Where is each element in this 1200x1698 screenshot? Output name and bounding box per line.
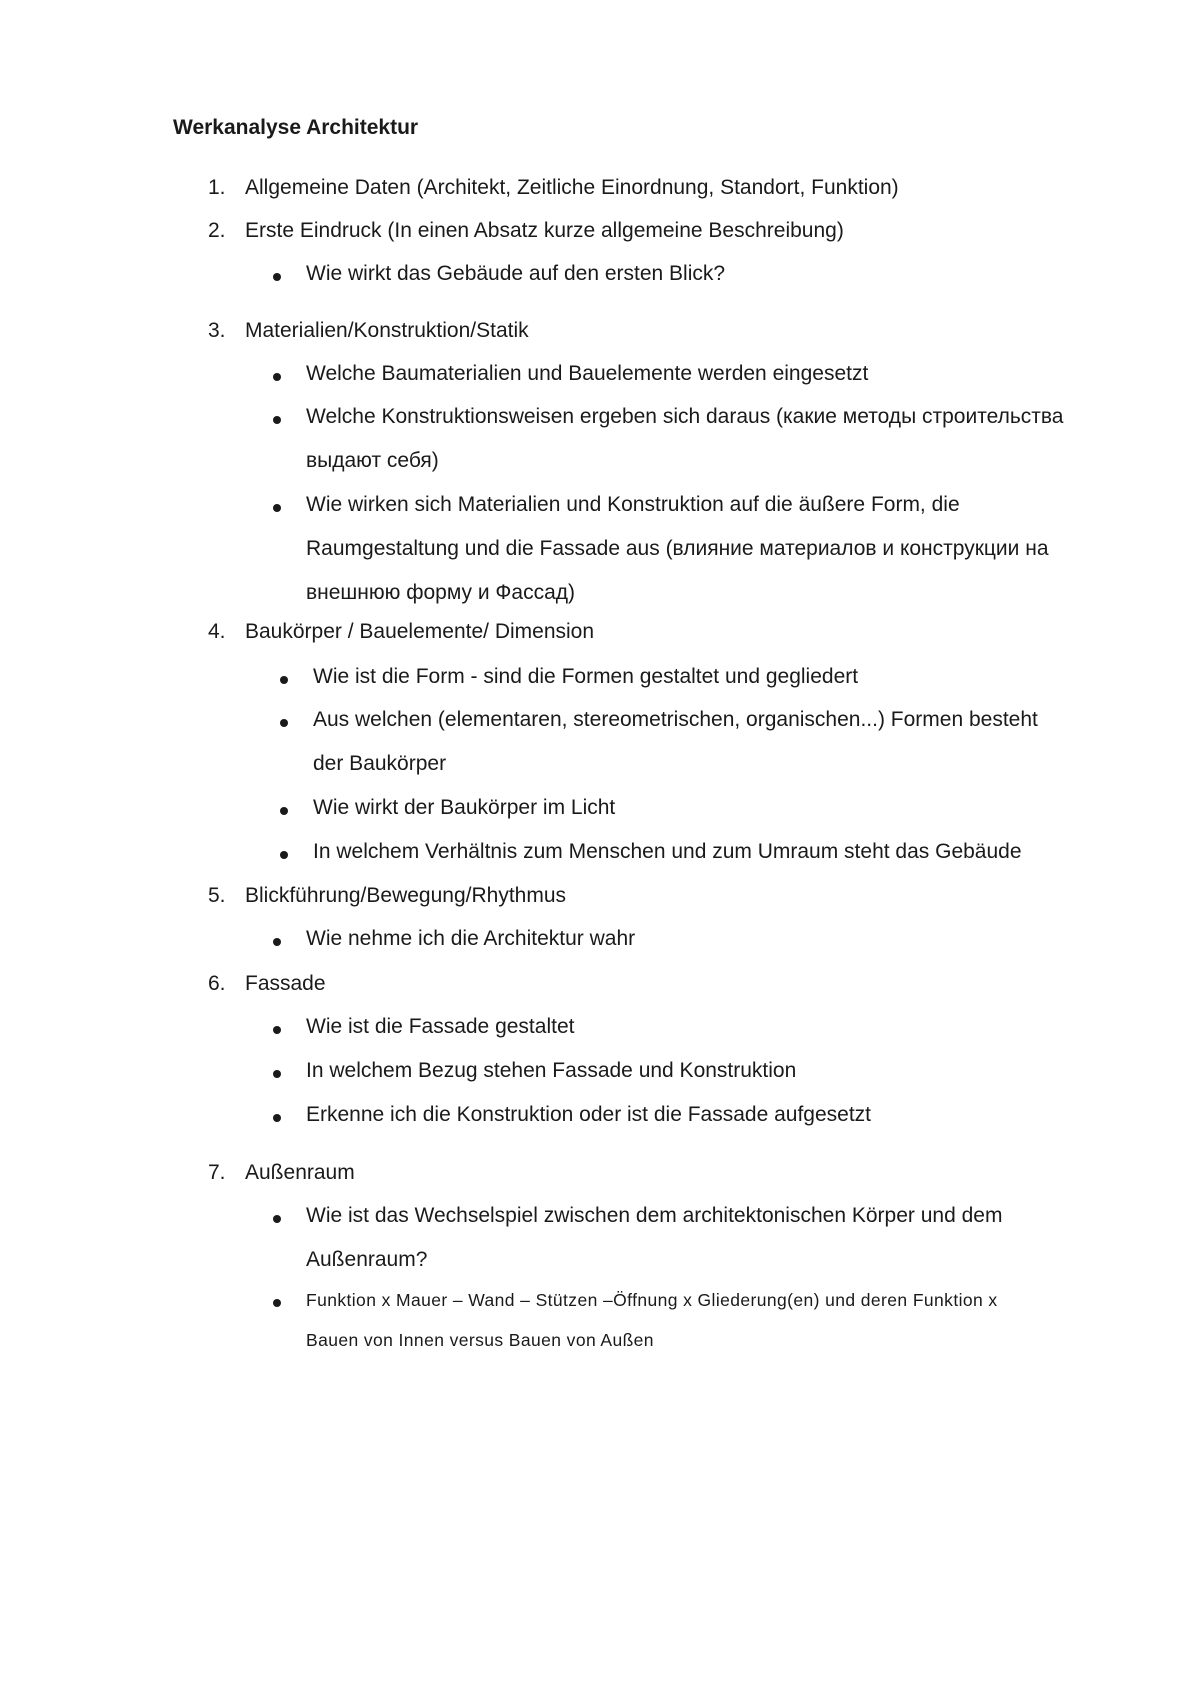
bullet-icon: [280, 807, 288, 815]
bullet-text: Wie ist die Form - sind die Formen gestaltet und gegliedert: [313, 665, 859, 688]
section-number: 6.: [208, 972, 226, 995]
bullet-icon: [273, 1114, 281, 1122]
bullet-text: Erkenne ich die Konstruktion oder ist die Fassade aufgesetzt: [306, 1103, 871, 1126]
bullet-text: Welche Baumaterialien und Bauelemente werden eingesetzt: [306, 362, 869, 385]
bullet-icon: [273, 504, 281, 512]
bullet-icon: [280, 851, 288, 859]
document-title: Werkanalyse Architektur: [173, 116, 419, 139]
bullet-text: In welchem Verhältnis zum Menschen und zum Umraum steht das Gebäude: [313, 840, 1022, 863]
bullet-icon: [273, 416, 281, 424]
section-number: 2.: [208, 219, 226, 242]
section-number: 7.: [208, 1161, 226, 1184]
section-heading: Fassade: [245, 972, 326, 995]
bullet-icon: [273, 1026, 281, 1034]
bullet-text: Wie ist die Fassade gestaltet: [306, 1015, 575, 1038]
bullet-icon: [273, 373, 281, 381]
bullet-icon: [273, 1070, 281, 1078]
bullet-text: der Baukörper: [313, 752, 447, 775]
bullet-text: Raumgestaltung und die Fassade aus (влияние материалов и конструкции на: [306, 537, 1049, 560]
section-heading: Außenraum: [245, 1161, 355, 1184]
bullet-icon: [273, 1215, 281, 1223]
section-heading: Baukörper / Bauelemente/ Dimension: [245, 620, 595, 643]
section-number: 3.: [208, 319, 226, 342]
bullet-text: Aus welchen (elementaren, stereometrischen, organischen...) Formen besteht: [313, 708, 1038, 731]
bullet-icon: [273, 273, 281, 281]
bullet-icon: [273, 938, 281, 946]
bullet-text: Wie wirkt das Gebäude auf den ersten Blick?: [306, 262, 726, 285]
bullet-text: Wie wirken sich Materialien und Konstruktion auf die äußere Form, die: [306, 493, 960, 516]
bullet-icon: [280, 719, 288, 727]
bullet-text: Wie ist das Wechselspiel zwischen dem architektonischen Körper und dem: [306, 1204, 1003, 1227]
section-number: 5.: [208, 884, 226, 907]
section-heading: Erste Eindruck (In einen Absatz kurze allgemeine Beschreibung): [245, 219, 844, 242]
section-heading: Allgemeine Daten (Architekt, Zeitliche Einordnung, Standort, Funktion): [245, 176, 899, 199]
section-heading: Materialien/Konstruktion/Statik: [245, 319, 529, 342]
bullet-icon: [280, 676, 288, 684]
bullet-text: Bauen von Innen versus Bauen von Außen: [306, 1330, 654, 1350]
bullet-icon: [273, 1299, 281, 1307]
bullet-text: Außenraum?: [306, 1248, 428, 1271]
bullet-text: выдают себя): [306, 449, 439, 472]
bullet-text: внешнюю форму и Фассад): [306, 581, 575, 604]
bullet-text: In welchem Bezug stehen Fassade und Konstruktion: [306, 1059, 797, 1082]
bullet-text: Wie wirkt der Baukörper im Licht: [313, 796, 616, 819]
bullet-text: Wie nehme ich die Architektur wahr: [306, 927, 636, 950]
bullet-text: Funktion x Mauer – Wand – Stützen –Öffnung x Gliederung(en) und deren Funktion x: [306, 1290, 998, 1310]
bullet-text: Welche Konstruktionsweisen ergeben sich daraus (какие методы строительства: [306, 405, 1064, 428]
section-number: 1.: [208, 176, 226, 199]
section-number: 4.: [208, 620, 226, 643]
section-heading: Blickführung/Bewegung/Rhythmus: [245, 884, 567, 907]
